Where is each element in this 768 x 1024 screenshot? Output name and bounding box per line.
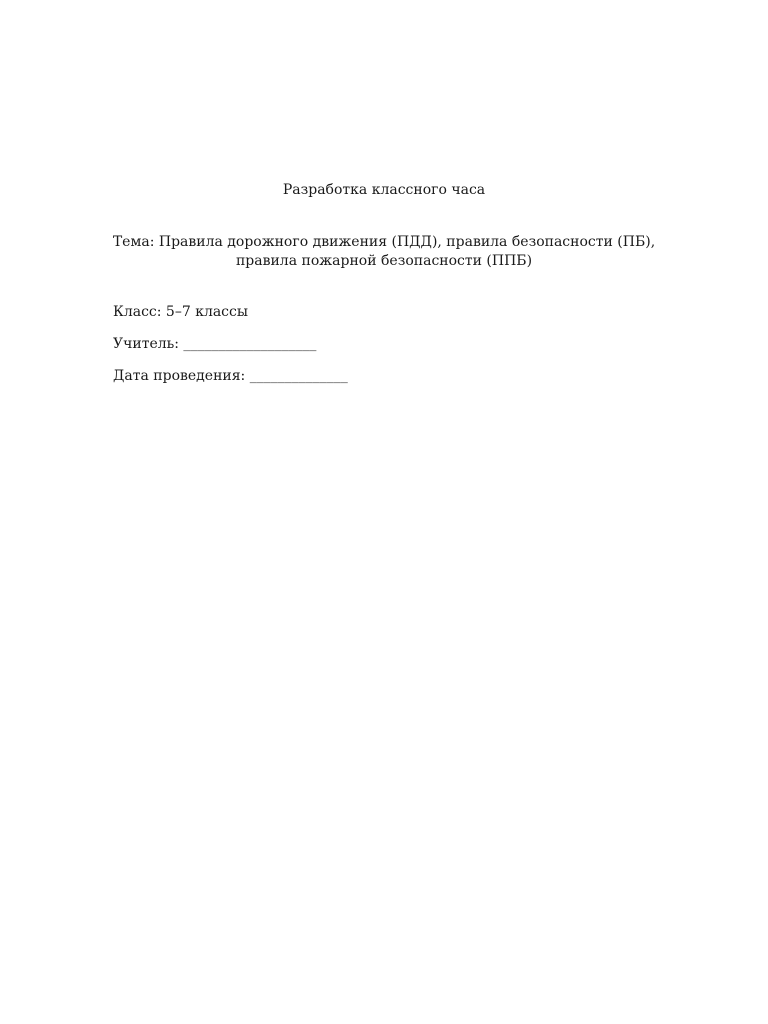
topic-line-1: Тема: Правила дорожного движения (ПДД), правила безопасности (ПБ), — [112, 234, 656, 250]
date-field: Дата проведения: ______________ — [113, 368, 348, 384]
class-field: Класс: 5–7 классы — [113, 304, 249, 320]
topic-line-2: правила пожарной безопасности (ППБ) — [235, 253, 533, 269]
document-topic — [100, 233, 668, 271]
document-title: Разработка классного часа — [282, 182, 486, 198]
teacher-field: Учитель: ___________________ — [113, 336, 317, 352]
